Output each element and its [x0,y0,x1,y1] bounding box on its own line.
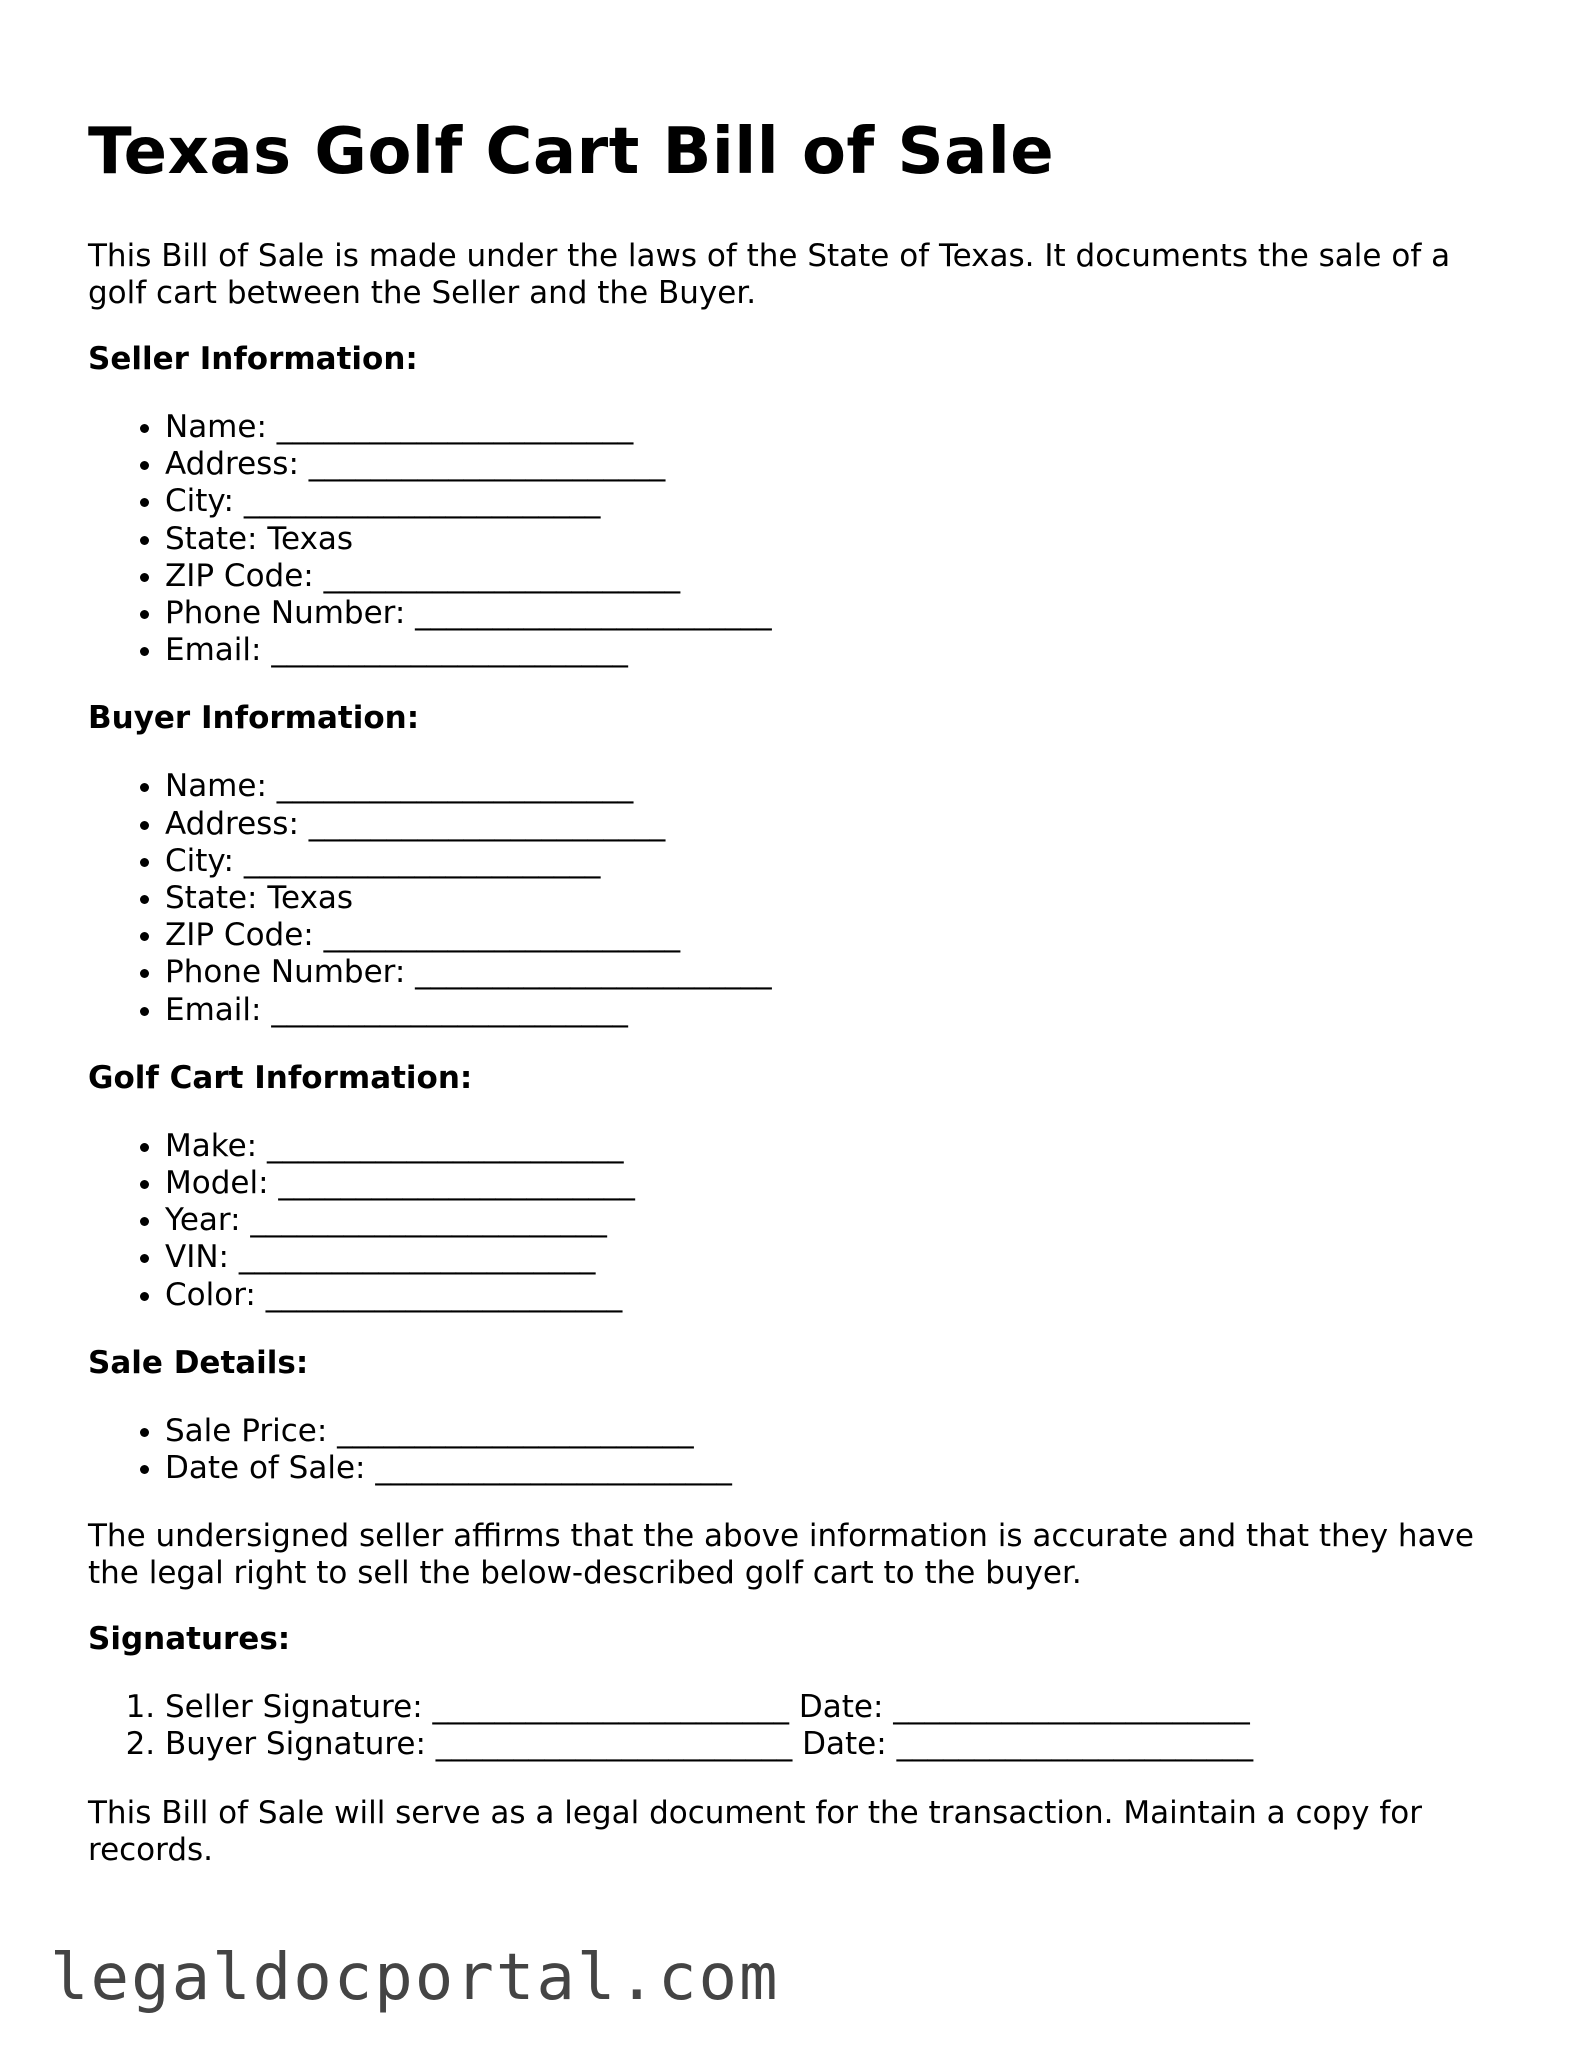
field-label: Color: [165,1276,256,1313]
date-label: Date: [802,1726,887,1763]
field-blank: _______________________ [323,917,681,954]
date-blank: _______________________ [896,1726,1254,1763]
document-title: Texas Golf Cart Bill of Sale [88,115,1055,189]
field-label: Email: [165,991,262,1028]
field-blank: _______________________ [415,954,772,991]
cart-heading: Golf Cart Information: [88,1059,473,1096]
buyer-zip-field [165,917,1508,954]
field-label: Address: [165,446,299,483]
field-blank: _______________________ [375,1450,732,1487]
field-blank: _______________________ [308,446,666,483]
field-label: Address: [165,805,299,842]
seller-zip-field [165,558,1508,595]
date-blank: _______________________ [893,1689,1250,1726]
field-blank: _______________________ [415,595,772,632]
field-blank: _______________________ [276,409,634,445]
watermark: legaldocportal.com [50,1941,780,2015]
field-label: State: [165,880,258,917]
field-label: Make: [165,1127,258,1164]
closing-paragraph: This Bill of Sale will serve as a legal document for the transaction. Maintain a copy for records. [88,1794,1422,1868]
field-label: Name: [165,768,267,805]
field-label: Model: [165,1165,269,1202]
field-blank: _______________________ [271,991,628,1028]
sale-date-field [165,1450,1508,1487]
seller-fields [88,409,1508,669]
field-label: Sale Price: [165,1412,328,1449]
signatures-heading: Signatures: [88,1621,291,1658]
seller-state-field [165,521,1508,558]
field-label: City: [165,842,234,879]
buyer-address-field [165,806,1508,843]
field-blank: _______________________ [308,805,666,842]
field-label: VIN: [165,1239,229,1276]
sale-fields [88,1413,1508,1487]
field-blank: _______________________ [323,557,681,594]
field-blank: _______________________ [238,1239,596,1276]
field-blank: _______________________ [243,842,601,879]
date-label: Date: [798,1689,884,1726]
field-label: Name: [165,409,267,445]
cart-fields [88,1128,1508,1314]
seller-signature-line [165,1689,1508,1726]
field-label: City: [165,483,234,520]
field-blank: _______________________ [266,1127,624,1164]
field-blank: _______________________ [276,768,634,805]
field-blank: _______________________ [271,632,628,669]
field-label: Year: [165,1202,241,1239]
buyer-phone-field [165,954,1508,991]
buyer-heading: Buyer Information: [88,700,420,737]
seller-email-field [165,632,1508,669]
buyer-name-field [165,768,1508,805]
field-blank: _______________________ [265,1276,623,1313]
field-label: Date of Sale: [165,1450,366,1487]
buyer-city-field [165,843,1508,880]
sale-price-field [165,1413,1508,1450]
buyer-signature-line [165,1726,1508,1763]
field-label: Phone Number: [165,595,406,632]
document-page [88,110,1508,1898]
affirmation-paragraph: The undersigned seller affirms that the above information is accurate and that they have the legal right to sell the below-described golf cart to the buyer. [88,1518,1474,1592]
field-label: ZIP Code: [165,557,314,594]
buyer-state-field [165,880,1508,917]
field-label: State: [165,520,258,557]
field-blank: _______________________ [435,1726,793,1763]
seller-address-field [165,446,1508,483]
field-blank: _______________________ [337,1412,694,1449]
cart-make-field [165,1128,1508,1165]
field-label: ZIP Code: [165,917,314,954]
field-blank: _______________________ [243,483,601,520]
cart-color-field [165,1277,1508,1314]
field-label: Buyer Signature: [165,1726,426,1763]
field-label: Seller Signature: [165,1689,423,1726]
cart-year-field [165,1202,1508,1239]
seller-heading: Seller Information: [88,341,418,377]
buyer-fields [88,768,1508,1028]
seller-city-field [165,483,1508,520]
intro-paragraph: This Bill of Sale is made under the laws of the State of Texas. It documents the sale of a golf cart between the Seller and the Buyer. [88,238,1451,311]
field-blank: _______________________ [250,1202,607,1239]
field-blank: _______________________ [278,1165,635,1202]
field-value: Texas [267,520,354,557]
cart-vin-field [165,1239,1508,1276]
buyer-email-field [165,992,1508,1029]
field-label: Phone Number: [165,954,406,991]
cart-model-field [165,1165,1508,1202]
seller-phone-field [165,595,1508,632]
sale-heading: Sale Details: [88,1344,309,1381]
field-blank: _______________________ [432,1689,790,1726]
field-label: Email: [165,632,262,669]
seller-name-field [165,409,1508,446]
field-value: Texas [267,880,354,917]
signature-list [88,1689,1508,1763]
